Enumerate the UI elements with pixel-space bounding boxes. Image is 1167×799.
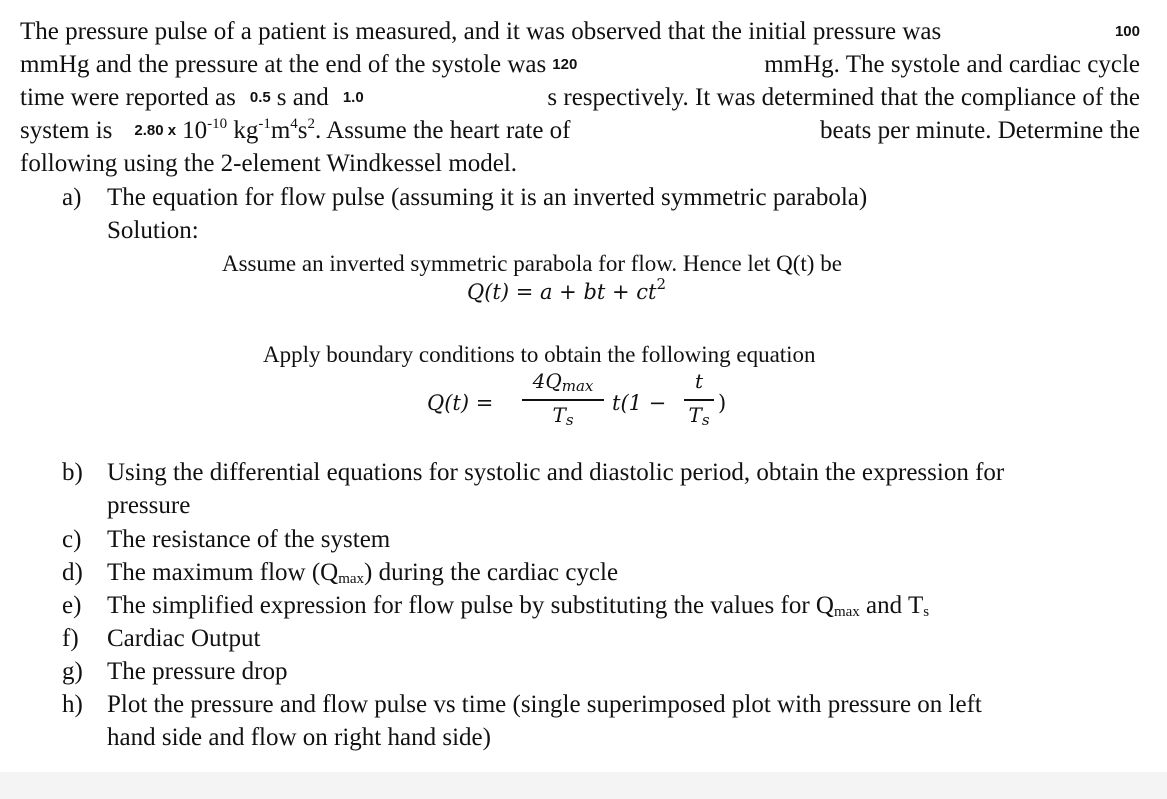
fraction-numerator xyxy=(522,369,604,393)
equation-close: ) xyxy=(718,391,727,415)
equation-lhs: Q(t) = xyxy=(427,391,494,415)
part-label: b) xyxy=(62,459,83,486)
part-label: c) xyxy=(62,526,82,553)
compliance-value: 2.80 x xyxy=(134,122,177,139)
part-text: Cardiac Output xyxy=(107,625,261,652)
part-label: f) xyxy=(62,625,79,652)
apply-text: Apply boundary conditions to obtain the following equation xyxy=(263,342,816,367)
problem-text-part: s and xyxy=(276,84,329,111)
denominator-subscript: s xyxy=(565,411,574,429)
problem-text-part: mmHg and the pressure at the end of the systole was xyxy=(20,51,547,78)
equation-exponent: 2 xyxy=(656,275,667,293)
equation-middle: t(1 − xyxy=(612,391,667,415)
fraction2-denominator xyxy=(682,403,716,427)
part-text: Plot the pressure and flow pulse vs time (single superimposed plot with pressure on left xyxy=(107,691,982,718)
cardiac-cycle-time-value: 1.0 xyxy=(342,89,364,106)
numerator2-text: t xyxy=(694,369,704,393)
qmax-subscript: max xyxy=(833,604,860,620)
solution-label: Solution: xyxy=(107,217,199,244)
unit-m: m xyxy=(270,117,291,144)
problem-text-part: . Assume the heart rate of xyxy=(315,117,571,144)
denominator2-text: T xyxy=(688,403,702,427)
part-text: Using the differential equations for systolic and diastolic period, obtain the expression for xyxy=(107,459,1005,486)
part-text-segment: The simplified expression for flow pulse by substituting the values for Q xyxy=(107,592,834,619)
unit-s-exponent: 2 xyxy=(307,116,316,132)
fraction2-numerator xyxy=(682,369,716,393)
problem-text: The pressure pulse of a patient is measured, and it was observed that the initial pressure was xyxy=(20,18,942,45)
problem-text xyxy=(20,50,583,80)
part-text-segment: and T xyxy=(859,592,924,619)
problem-text xyxy=(20,116,571,146)
denominator2-subscript: s xyxy=(701,411,710,429)
compliance-base: 10 xyxy=(182,117,208,144)
equation-text: Q(t) = a + bt + ct xyxy=(467,280,657,304)
part-text: The equation for flow pulse (assuming it is an inverted symmetric parabola) xyxy=(107,184,868,211)
systole-time-value: 0.5 xyxy=(249,89,271,106)
unit-s: s xyxy=(297,117,308,144)
fraction-bar xyxy=(522,399,604,401)
problem-line-5: following using the 2-element Windkessel model. xyxy=(20,150,518,177)
numerator-text: 4Q xyxy=(532,369,562,393)
problem-text xyxy=(20,83,370,113)
part-text xyxy=(107,558,1142,588)
part-text: The resistance of the system xyxy=(107,526,391,553)
denominator-text: T xyxy=(552,403,566,427)
problem-text: mmHg. The systole and cardiac cycle xyxy=(764,51,1140,78)
fraction2-bar xyxy=(684,399,714,401)
part-label: g) xyxy=(62,658,83,685)
problem-text: s respectively. It was determined that the compliance of the xyxy=(547,84,1140,111)
problem-text-part: system is xyxy=(20,117,113,144)
part-label: d) xyxy=(62,559,83,586)
part-label: a) xyxy=(62,184,82,211)
flow-equation-general xyxy=(467,275,667,304)
initial-pressure-value: 100 xyxy=(1114,23,1140,40)
part-text: pressure xyxy=(107,492,191,519)
problem-line-1 xyxy=(20,17,1140,47)
part-text: hand side and flow on right hand side) xyxy=(107,724,491,751)
fraction-denominator xyxy=(522,403,604,427)
unit-m-exponent: 4 xyxy=(290,116,298,132)
numerator-subscript: max xyxy=(561,377,594,395)
unit-kg-exponent: -1 xyxy=(258,116,271,132)
ts-subscript: s xyxy=(923,604,930,620)
part-text-segment: ) during the cardiac cycle xyxy=(364,559,619,586)
problem-line-4 xyxy=(20,116,1140,146)
problem-line-3 xyxy=(20,83,1140,113)
compliance-exponent: -10 xyxy=(207,116,228,132)
assume-text: Assume an inverted symmetric parabola for flow. Hence let Q(t) be xyxy=(222,251,842,276)
problem-line-2 xyxy=(20,50,1140,80)
part-label: e) xyxy=(62,592,82,619)
part-text-segment: The maximum flow (Q xyxy=(107,559,339,586)
problem-text: beats per minute. Determine the xyxy=(819,117,1140,144)
problem-text-part: time were reported as xyxy=(20,84,236,111)
qmax-subscript: max xyxy=(338,571,365,587)
part-text xyxy=(107,591,1142,621)
unit-kg: kg xyxy=(233,117,259,144)
part-text: The pressure drop xyxy=(107,658,288,685)
part-label: h) xyxy=(62,691,83,718)
end-systole-pressure-value: 120 xyxy=(552,56,578,73)
